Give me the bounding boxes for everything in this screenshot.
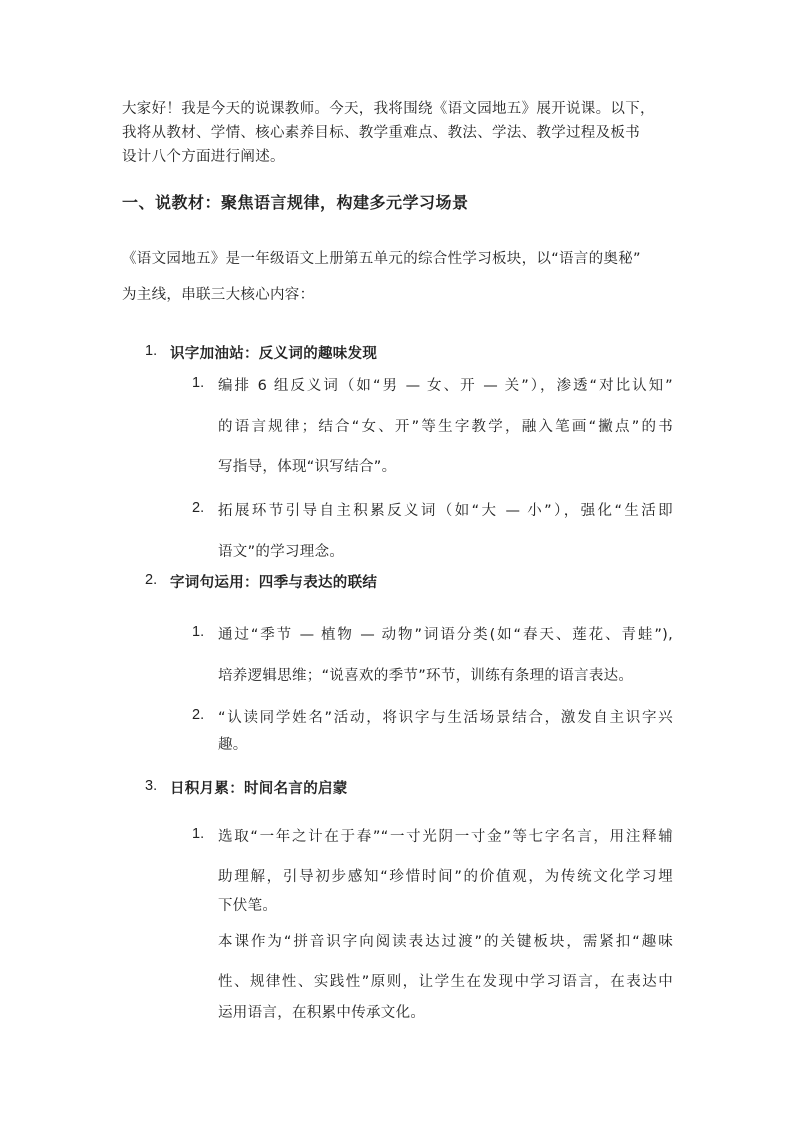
intro-line-1: 大家好！我是今天的说课教师。今天，我将围绕《语文园地五》展开说课。以下， xyxy=(122,101,655,117)
item-2-number: 2. xyxy=(145,572,158,588)
item-3-title: 日积月累：时间名言的启蒙 xyxy=(170,781,348,797)
item-1-sub-1-line-1: 编排 6 组反义词（如“男 — 女、开 — 关”），渗透“对比认知” xyxy=(218,378,673,394)
item-3-sub-1-number: 1. xyxy=(192,826,205,842)
summary-line-2: 性、规律性、实践性”原则，让学生在发现中学习语言，在表达中 xyxy=(218,974,673,990)
item-2-sub-2-number: 2. xyxy=(192,707,205,723)
section-1-para-line-1: 《语文园地五》是一年级语文上册第五单元的综合性学习板块，以“语言的奥秘” xyxy=(122,251,641,267)
section-1-heading: 一、说教材：聚焦语言规律，构建多元学习场景 xyxy=(122,193,469,212)
item-2-sub-1-number: 1. xyxy=(192,624,205,640)
item-2-title: 字词句运用：四季与表达的联结 xyxy=(170,575,378,591)
item-1-sub-2-line-2: 语文”的学习理念。 xyxy=(218,544,345,560)
summary-line-1: 本课作为“拼音识字向阅读表达过渡”的关键板块，需紧扣“趣味 xyxy=(218,934,673,950)
item-1-number: 1. xyxy=(145,343,158,359)
item-3-sub-1-line-2: 助理解，引导初步感知“珍惜时间”的价值观，为传统文化学习埋 xyxy=(218,869,673,885)
item-1-title: 识字加油站：反义词的趣味发现 xyxy=(170,346,378,362)
item-2-sub-2-line-1: “认读同学姓名”活动，将识字与生活场景结合，激发自主识字兴 xyxy=(218,710,673,726)
item-2-sub-1-line-1: 通过“季节 — 植物 — 动物”词语分类(如“春天、莲花、青蛙”), xyxy=(218,627,673,643)
item-1-sub-2-number: 2. xyxy=(192,500,205,516)
intro-line-2: 我将从教材、学情、核心素养目标、教学重难点、教法、学法、教学过程及板书 xyxy=(122,125,640,141)
item-1-sub-1-number: 1. xyxy=(192,375,205,391)
item-1-sub-2-line-1: 拓展环节引导自主积累反义词（如“大 — 小”），强化“生活即 xyxy=(218,503,673,519)
item-1-sub-1-line-3: 写指导，体现“识写结合”。 xyxy=(218,459,397,475)
item-2-sub-1-line-2: 培养逻辑思维；“说喜欢的季节”环节，训练有条理的语言表达。 xyxy=(218,668,634,684)
item-2-sub-2-line-2: 趣。 xyxy=(218,737,248,753)
item-3-sub-1-line-3: 下伏笔。 xyxy=(218,898,278,914)
item-1-sub-1-line-2: 的语言规律；结合“女、开”等生字教学，融入笔画“撇点”的书 xyxy=(218,419,673,435)
summary-line-3: 运用语言，在积累中传承文化。 xyxy=(218,1005,426,1021)
item-3-number: 3. xyxy=(145,778,158,794)
intro-line-3: 设计八个方面进行阐述。 xyxy=(122,149,285,165)
section-1-para-line-2: 为主线，串联三大核心内容： xyxy=(122,287,315,303)
item-3-sub-1-line-1: 选取“一年之计在于春”“一寸光阴一寸金”等七字名言，用注释辅 xyxy=(218,829,673,845)
